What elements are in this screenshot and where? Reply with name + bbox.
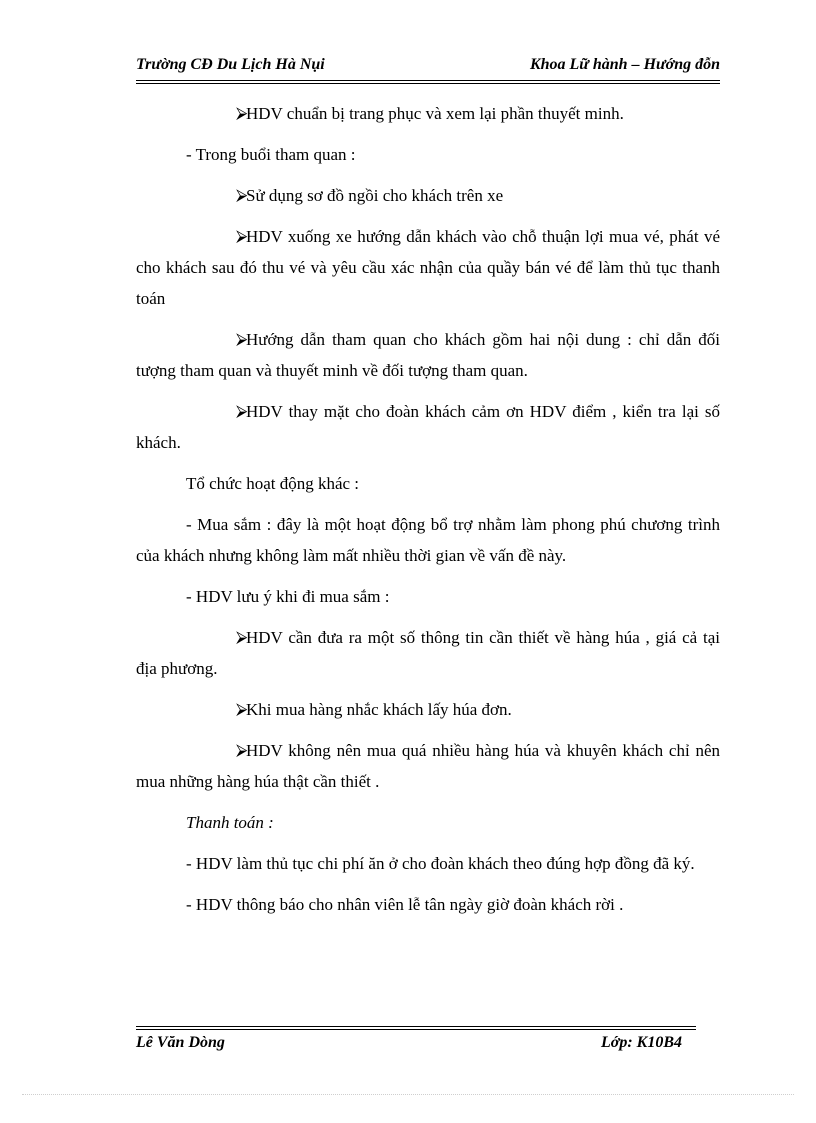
page-bottom-dotted-line <box>22 1094 794 1095</box>
paragraph: - HDV làm thủ tục chi phí ăn ở cho đoàn khách theo đúng hợp đồng đã ký. <box>186 854 695 873</box>
header-rule-thin <box>136 83 720 84</box>
footer-rule <box>136 1029 696 1030</box>
footer-rule-thin <box>136 1026 696 1027</box>
footer-author: Lê Văn Dòng <box>136 1034 225 1051</box>
bullet-paragraph <box>136 98 720 129</box>
section-heading-italic: Thanh toán : <box>186 813 274 832</box>
paragraph: - HDV thông báo cho nhân viên lễ tân ngày giờ đoàn khách rời . <box>186 895 624 914</box>
arrow-bullet-icon: ⮚ <box>236 187 248 204</box>
paragraph-text: Sử dụng sơ đồ ngồi cho khách trên xe <box>246 186 504 205</box>
arrow-bullet-icon: ⮚ <box>236 629 248 646</box>
bullet-paragraph <box>136 180 720 211</box>
paragraph-text: HDV không nên mua quá nhiều hàng húa và khuyên khách chỉ nên mua những hàng húa thật cần thiết . <box>136 741 720 791</box>
paragraph-text: HDV xuống xe hướng dẫn khách vào chỗ thuận lợi mua vé, phát vé cho khách sau đó thu vé và yêu cầu xác nhận của quầy bán vé để làm thủ tục thanh toán <box>136 227 720 308</box>
arrow-bullet-icon: ⮚ <box>236 228 248 245</box>
bullet-paragraph <box>136 221 720 314</box>
document-body <box>136 98 720 930</box>
arrow-bullet-icon: ⮚ <box>236 742 248 759</box>
section-heading: Tổ chức hoạt động khác : <box>186 474 360 493</box>
paragraph-text: Hướng dẫn tham quan cho khách gồm hai nội dung : chỉ dẫn đối tượng tham quan và thuyết minh về đối tượng tham quan. <box>136 330 720 380</box>
paragraph-text: HDV chuẩn bị trang phục và xem lại phần thuyết minh. <box>246 104 624 123</box>
bullet-paragraph <box>136 396 720 458</box>
paragraph: - Mua sắm : đây là một hoạt động bổ trợ nhằm làm phong phú chương trình của khách nhưng không làm mất nhiều thời gian về vấn đề này. <box>136 515 720 565</box>
paragraph: - Trong buổi tham quan : <box>186 145 356 164</box>
page-footer <box>136 1034 696 1054</box>
bullet-paragraph <box>136 694 720 725</box>
header-rule <box>136 80 720 81</box>
page-header <box>136 56 720 78</box>
bullet-paragraph <box>136 622 720 684</box>
paragraph-text: HDV cần đưa ra một số thông tin cần thiết về hàng húa , giá cả tại địa phương. <box>136 628 720 678</box>
header-faculty-name: Khoa Lữ hành – Hướng đỗn <box>529 56 720 73</box>
header-school-name: Trường CĐ Du Lịch Hà Nụi <box>136 56 325 73</box>
arrow-bullet-icon: ⮚ <box>236 403 248 420</box>
paragraph-text: Khi mua hàng nhắc khách lấy húa đơn. <box>246 700 512 719</box>
bullet-paragraph <box>136 735 720 797</box>
footer-class: Lớp: K10B4 <box>600 1034 682 1051</box>
bullet-paragraph <box>136 324 720 386</box>
paragraph: - HDV lưu ý khi đi mua sắm : <box>186 587 390 606</box>
paragraph-text: HDV thay mặt cho đoàn khách cảm ơn HDV điểm , kiển tra lại số khách. <box>136 402 720 452</box>
arrow-bullet-icon: ⮚ <box>236 331 248 348</box>
arrow-bullet-icon: ⮚ <box>236 105 248 122</box>
arrow-bullet-icon: ⮚ <box>236 701 248 718</box>
